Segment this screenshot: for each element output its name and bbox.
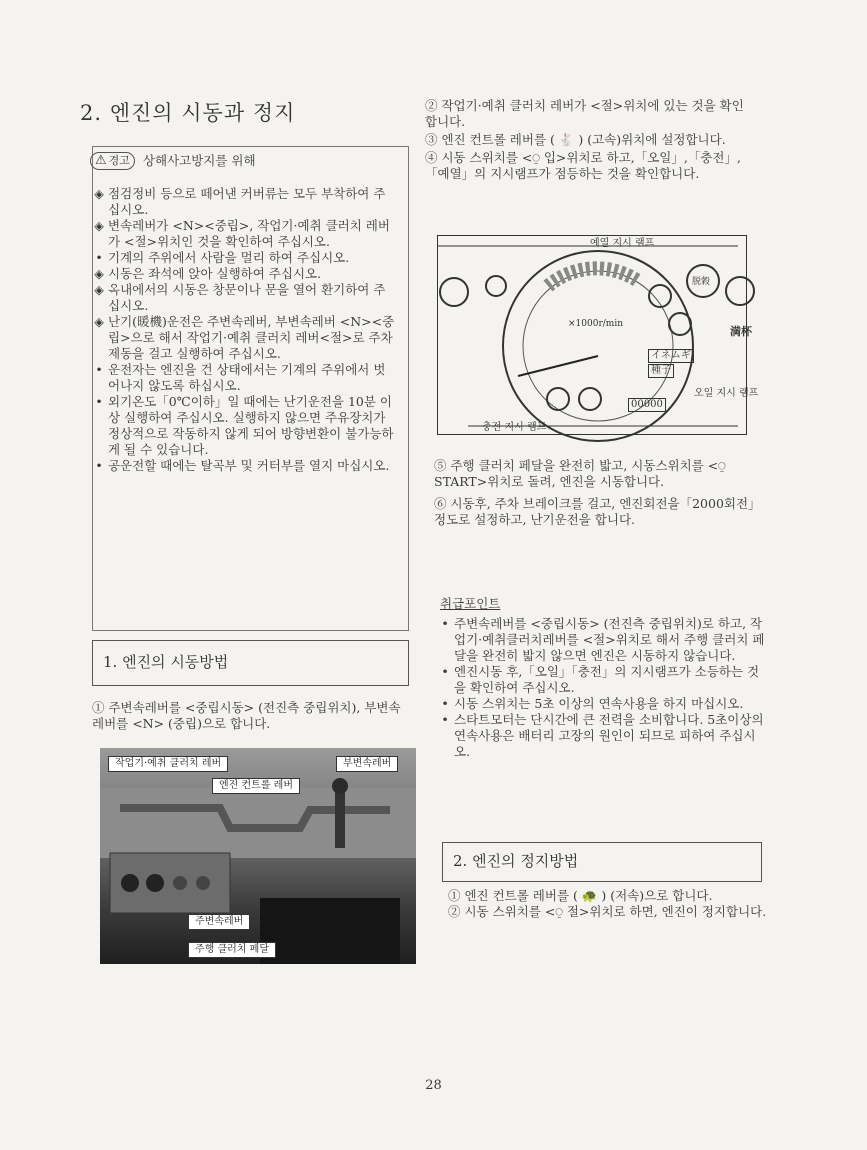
step-6-text: ⑥ 시동후, 주차 브레이크를 걸고, 엔진회전을「2000회전」정도로 설정하고, 난기운전을 합니다.	[434, 496, 755, 527]
stop-step-1-text: ① 엔진 컨트롤 레버를 ( 🐢 ) (저속)으로 합니다.	[448, 888, 713, 903]
warning-item-text: 시동은 좌석에 앉아 실행하여 주십시오.	[108, 266, 322, 281]
stop-step-2-text: ② 시동 스위치를 <⍜ 절>위치로 하면, 엔진이 정지합니다.	[448, 904, 767, 919]
warning-item	[90, 218, 396, 250]
bullet-mark: ◈	[94, 314, 104, 329]
page-title: 2. 엔진의 시동과 정지	[80, 101, 296, 125]
hour-counter: 00000	[628, 398, 666, 412]
step-2-text: ② 작업기·예취 클러치 레버가 <절>위치에 있는 것을 확인합니다.	[425, 98, 744, 129]
handling-item	[436, 616, 766, 664]
page-number: 28	[425, 1078, 442, 1093]
bullet-mark: •	[95, 458, 103, 473]
step-4-text: ④ 시동 스위치를 <⍜ 입>위치로 하고,「오일」,「충전」,「예열」의 지시램프가 점등하는 것을 확인합니다.	[425, 150, 741, 181]
handling-heading: 취급포인트	[440, 596, 501, 611]
steps-5-6	[434, 458, 759, 528]
warning-triangle-icon: ⚠	[95, 153, 107, 168]
warning-item-text: 공운전할 때에는 탈곡부 및 커터부를 열지 마십시오.	[108, 458, 390, 473]
step-item	[425, 150, 755, 182]
bullet-mark: •	[95, 362, 103, 377]
steps-2-4	[425, 98, 755, 182]
label-engine-control: 엔진 컨트롤 레버	[212, 778, 300, 794]
bullet-mark: •	[441, 664, 449, 679]
warning-item-text: 외기온도「0℃이하」일 때에는 난기운전을 10분 이상 실행하여 주십시오. 실행하지 않으면 주유장치가 정상적으로 작동하지 않게 되어 방향변환이 불가능하게 될 수 있습니다.	[108, 394, 394, 457]
bullet-mark: ◈	[94, 186, 104, 201]
warning-badge-text: 경고	[108, 154, 130, 167]
bullet-mark: •	[95, 250, 103, 265]
warning-item-text: 옥내에서의 시동은 창문이나 문을 열어 환기하여 주십시오.	[108, 282, 386, 313]
stop-steps	[448, 888, 773, 920]
panel-button-seed: 種子	[648, 364, 674, 378]
bullet-mark: •	[441, 696, 449, 711]
oil-lamp-label: 오일 지시 램프	[694, 388, 759, 399]
step-1-text: ① 주변속레버를 <중립시동> (전진측 중립위치), 부변속레버를 <N> (중립)으로 합니다.	[92, 700, 401, 731]
bullet-mark: •	[95, 394, 103, 409]
warning-item	[90, 314, 396, 362]
panel-button-threshing: 脱穀	[692, 277, 711, 287]
handling-item-text: 스타트모터는 단시간에 큰 전력을 소비합니다. 5초이상의 연속사용은 배터리 고장의 원인이 되므로 피하여 주십시오.	[454, 712, 764, 759]
section-heading-stop: 2. 엔진의 정지방법	[442, 842, 762, 882]
label-clutch-lever: 작업기·예취 클러치 레버	[108, 756, 228, 772]
warning-item	[90, 266, 396, 282]
panel-button-full: 満杯	[730, 325, 752, 338]
step-5-text: ⑤ 주행 클러치 페달을 완전히 밟고, 시동스위치를 <⍜ START>위치로 돌려, 엔진을 시동합니다.	[434, 458, 726, 489]
step-item	[425, 132, 755, 148]
bullet-mark: •	[441, 712, 449, 727]
step-item	[425, 98, 755, 130]
warning-list	[90, 186, 396, 474]
handling-item	[436, 664, 766, 696]
handling-item-text: 엔진시동 후,「오일」「충전」의 지시램프가 소등하는 것을 확인하여 주십시오.	[454, 664, 760, 695]
bullet-mark: ◈	[94, 266, 104, 281]
handling-item	[436, 696, 766, 712]
label-main-shift: 주변속레버	[188, 914, 250, 930]
handling-item	[436, 712, 766, 760]
handling-item-text: 시동 스위치는 5초 이상의 연속사용을 하지 마십시오.	[454, 696, 744, 711]
warning-label: 상해사고방지를 위해	[142, 153, 256, 168]
handling-item-text: 주변속레버를 <중립시동> (전진측 중립위치)로 하고, 작업기·예취클러치레버를 <절>위치로 해서 주행 클러치 페달을 완전히 밟지 않으면 엔진은 시동하지 않습니다.	[454, 616, 765, 663]
warning-item-text: 변속레버가 <N><중립>, 작업기·예취 클러치 레버가 <절>위치인 것을 확인하여 주십시오.	[108, 218, 390, 249]
instrument-panel-illustration	[437, 235, 759, 435]
bullet-mark: •	[441, 616, 449, 631]
warning-item-text: 운전자는 엔진을 건 상태에서는 기계의 주위에서 벗어나지 않도록 하십시오.	[108, 362, 386, 393]
warning-badge	[90, 152, 135, 170]
label-sub-shift: 부변속레버	[336, 756, 398, 772]
warning-item	[90, 362, 396, 394]
warning-item-text: 기계의 주위에서 사람을 멀리 하여 주십시오.	[108, 250, 350, 265]
warning-item-text: 난기(暖機)운전은 주변속레버, 부변속레버 <N><중립>으로 해서 작업기·예취 클러치 레버<절>로 주차제동을 걸고 실행하여 주십시오.	[108, 314, 395, 361]
warning-item	[90, 282, 396, 314]
panel-drawing	[438, 236, 748, 436]
warning-header	[90, 152, 256, 170]
step-3-text: ③ 엔진 컨트롤 레버를 ( 🐇 ) (고속)위치에 설정합니다.	[425, 132, 726, 147]
preheat-lamp-label: 예열 지시 램프	[590, 238, 655, 249]
bullet-mark: ◈	[94, 218, 104, 233]
section-heading-start: 1. 엔진의 시동방법	[92, 640, 409, 686]
warning-item	[90, 394, 396, 458]
rpm-scale-label: ×1000r/min	[568, 319, 623, 329]
warning-item	[90, 458, 396, 474]
charge-lamp-label: 충전 지시 램프	[482, 422, 547, 433]
label-travel-clutch: 주행 클러치 페달	[188, 942, 276, 958]
handling-list	[436, 616, 766, 760]
warning-item	[90, 250, 396, 266]
warning-item	[90, 186, 396, 218]
warning-item-text: 점검정비 등으로 떼어낸 커버류는 모두 부착하여 주십시오.	[108, 186, 386, 217]
bullet-mark: ◈	[94, 282, 104, 297]
panel-button-grain: イネムギ	[648, 349, 694, 363]
control-lever-photo	[100, 748, 416, 964]
